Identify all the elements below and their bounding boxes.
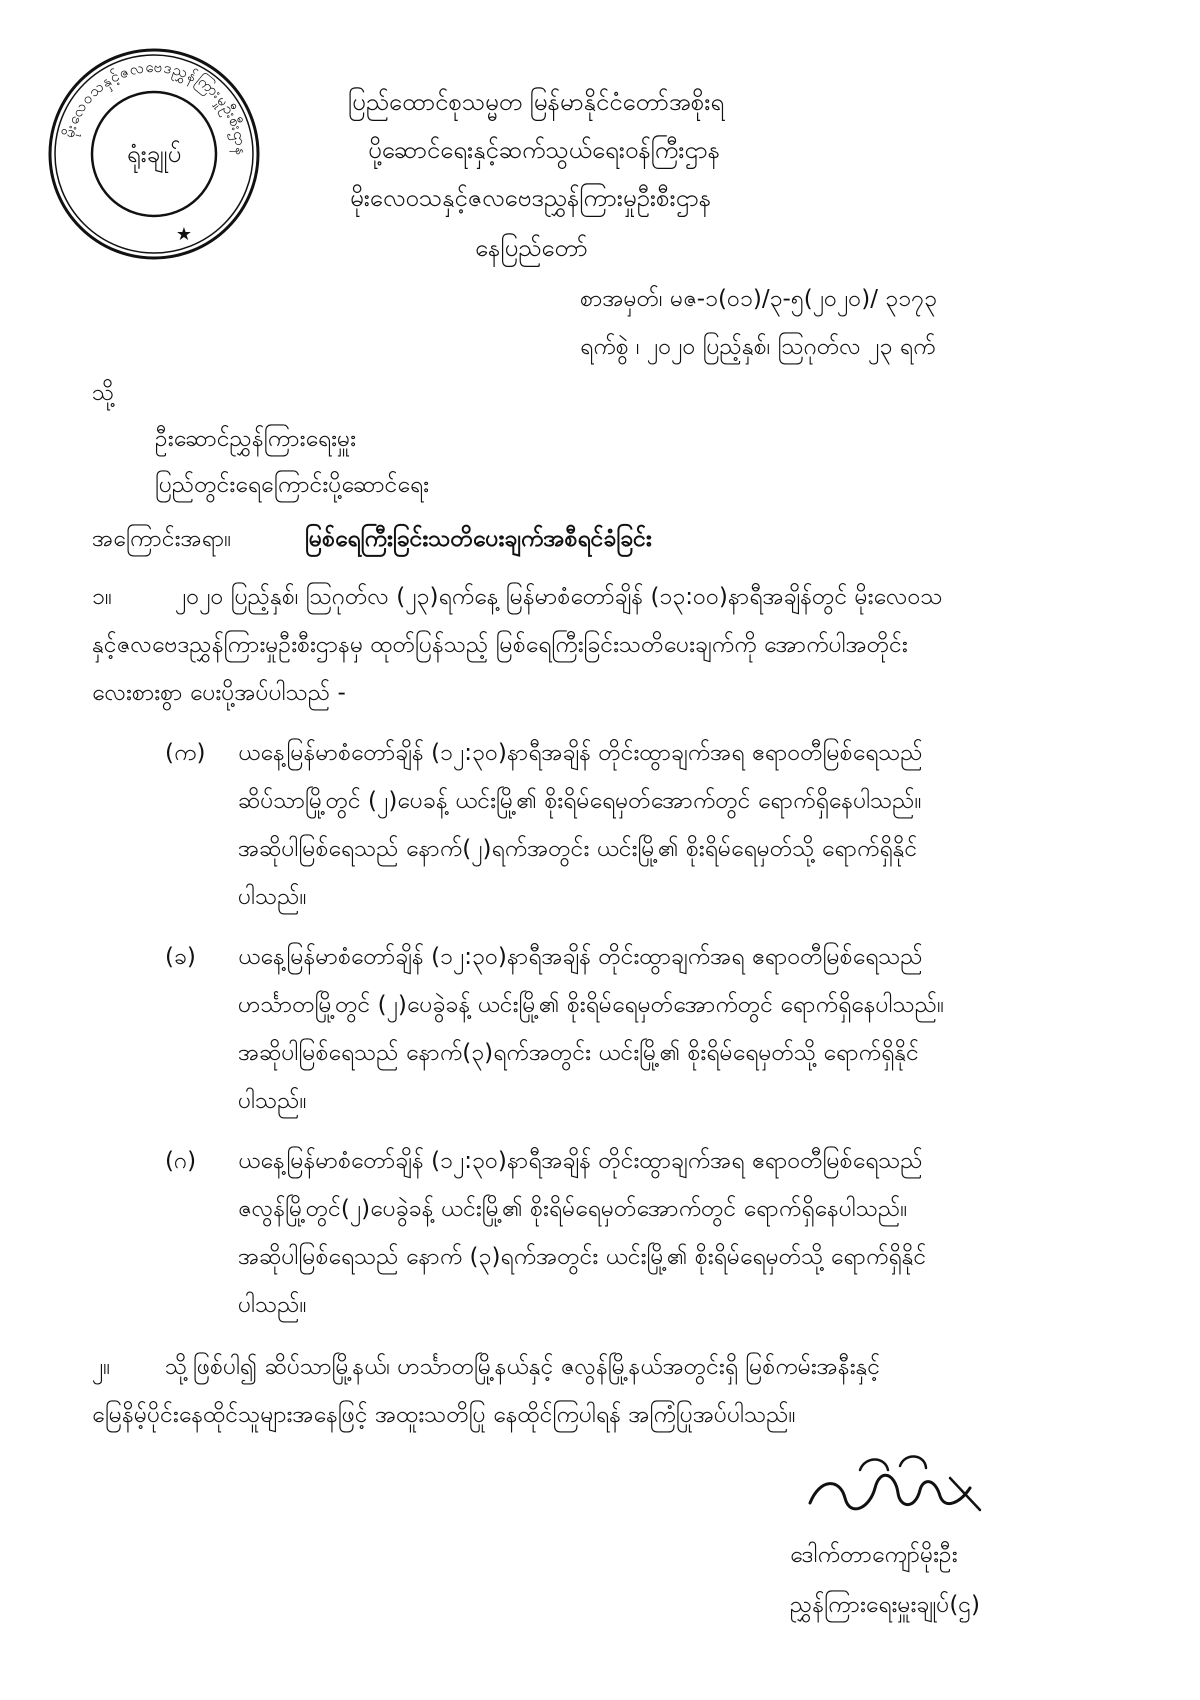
seal-star-icon: ★	[175, 224, 193, 245]
para1-line: ၂၀၂၀ ပြည့်နှစ်၊ ဩဂုတ်လ (၂၃)ရက်နေ့ မြန်မာစံတော်ချိန် (၁၃:၀၀)နာရီအချိန်တွင် မိုးလေဝသ	[175, 584, 943, 610]
para1-number: ၁။	[92, 584, 112, 610]
letter-date: ရက်စွဲ ၊ ၂၀၂၀ ပြည့်နှစ်၊ ဩဂုတ်လ ၂၃ ရက်	[580, 334, 936, 360]
signatory-title: ညွှန်ကြားရေးမှူးချုပ်(ဌ)	[790, 1592, 981, 1618]
item-line: အဆိုပါမြစ်ရေသည် နောက်(၂)ရက်အတွင်း ယင်းမြို့၏ စိုးရိမ်ရေမှတ်သို့ ရောက်ရှိနိုင်	[238, 836, 918, 862]
subject-label: အကြောင်းအရာ။	[92, 526, 232, 552]
handwritten-signature	[800, 1448, 990, 1528]
header-city: နေပြည်တော်	[475, 234, 588, 262]
item-line: ယနေ့မြန်မာစံတော်ချိန် (၁၂:၃၀)နာရီအချိန် တိုင်းထွာချက်အရ ဧရာဝတီမြစ်ရေသည်	[238, 944, 923, 970]
recipient-to: သို့	[92, 380, 115, 406]
para1-line: နှင့်ဇလဗေဒညွှန်ကြားမှုဦးစီးဌာနမှ ထုတ်ပြန်သည့် မြစ်ရေကြီးခြင်းသတိပေးချက်ကို အောက်ပါအတိုင်း	[92, 632, 908, 658]
signatory-name: ဒေါက်တာကျော်မိုးဦး	[790, 1542, 958, 1568]
para2-number: ၂။	[92, 1354, 111, 1380]
item-line: အဆိုပါမြစ်ရေသည် နောက် (၃)ရက်အတွင်း ယင်းမြို့၏ စိုးရိမ်ရေမှတ်သို့ ရောက်ရှိနိုင်	[238, 1244, 927, 1270]
item-label: (ခ)	[165, 944, 196, 970]
recipient-office: ပြည်တွင်းရေကြောင်းပို့ဆောင်ရေး	[155, 472, 429, 498]
seal-center-text: ရုံးချုပ်	[126, 140, 182, 168]
para2-line: သို့ဖြစ်ပါ၍ ဆိပ်သာမြို့နယ်၊ ဟင်္သာတမြို့နယ်နှင့် ဇလွန်မြို့နယ်အတွင်းရှိ မြစ်ကမ်းအနီးနှင့်	[165, 1354, 881, 1380]
item-line: ပါသည်။	[238, 884, 307, 910]
item-line: ယနေ့မြန်မာစံတော်ချိန် (၁၂:၃၀)နာရီအချိန် တိုင်းထွာချက်အရ ဧရာဝတီမြစ်ရေသည်	[238, 1148, 923, 1174]
department-seal	[44, 44, 264, 264]
header-government: ပြည်ထောင်စုသမ္မတ မြန်မာနိုင်ငံတော်အစိုးရ	[348, 88, 725, 116]
header-ministry: ပို့ဆောင်ရေးနှင့်ဆက်သွယ်ရေးဝန်ကြီးဌာန	[368, 136, 720, 164]
item-line: အဆိုပါမြစ်ရေသည် နောက်(၃)ရက်အတွင်း ယင်းမြို့၏ စိုးရိမ်ရေမှတ်သို့ ရောက်ရှိနိုင်	[238, 1040, 919, 1066]
header-department: မိုးလေဝသနှင့်ဇလဗေဒညွှန်ကြားမှုဦးစီးဌာန	[350, 184, 712, 212]
seal-ring-text: မိုးလေဝသနှင့်ဇလဗေဒညွှန်ကြားမှုဦးစီးဌာန	[59, 57, 251, 157]
para1-line: လေးစားစွာ ပေးပို့အပ်ပါသည် -	[92, 680, 346, 706]
item-line: ဆိပ်သာမြို့တွင် (၂)ပေခန့် ယင်းမြို့၏ စိုးရိမ်ရေမှတ်အောက်တွင် ရောက်ရှိနေပါသည်။	[238, 788, 922, 814]
item-label: (ဂ)	[165, 1148, 197, 1174]
item-line: ပါသည်။	[238, 1292, 307, 1318]
item-line: ယနေ့မြန်မာစံတော်ချိန် (၁၂:၃၀)နာရီအချိန် တိုင်းထွာချက်အရ ဧရာဝတီမြစ်ရေသည်	[238, 740, 923, 766]
seal-graphic	[44, 44, 264, 264]
letter-number: စာအမှတ်၊ မဇ-၁(၀၁)/၃-၅(၂၀၂၀)/ ၃၁၇၃	[580, 286, 938, 312]
item-line: ပါသည်။	[238, 1088, 307, 1114]
item-line: ဇလွန်မြို့တွင်(၂)ပေခွဲခန့် ယင်းမြို့၏ စိုးရိမ်ရေမှတ်အောက်တွင် ရောက်ရှိနေပါသည်။	[238, 1196, 908, 1222]
item-label: (က)	[165, 740, 206, 766]
para2-line: မြေနိမ့်ပိုင်းနေထိုင်သူများအနေဖြင့် အထူးသတိပြု နေထိုင်ကြပါရန် အကြံပြုအပ်ပါသည်။	[92, 1402, 796, 1428]
item-line: ဟင်္သာတမြို့တွင် (၂)ပေခွဲခန့် ယင်းမြို့၏ စိုးရိမ်ရေမှတ်အောက်တွင် ရောက်ရှိနေပါသည်။	[238, 992, 945, 1018]
subject-text: မြစ်ရေကြီးခြင်းသတိပေးချက်အစီရင်ခံခြင်း	[305, 526, 652, 552]
recipient-title: ဦးဆောင်ညွှန်ကြားရေးမှူး	[155, 426, 356, 452]
